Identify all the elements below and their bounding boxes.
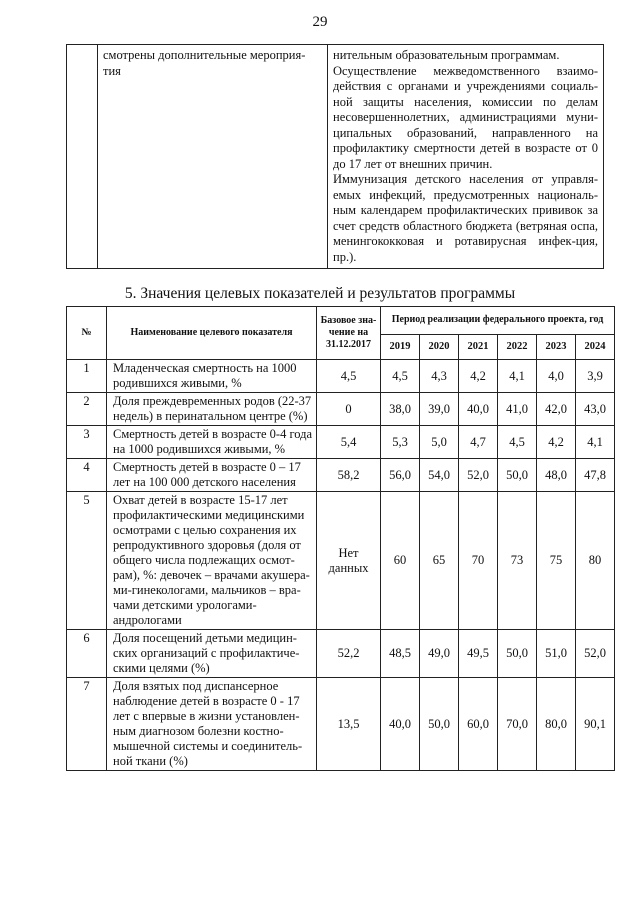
table-row bbox=[67, 678, 615, 771]
header-year: 2021 bbox=[459, 334, 498, 359]
header-year: 2022 bbox=[498, 334, 537, 359]
header-year: 2024 bbox=[576, 334, 615, 359]
row-number: 4 bbox=[67, 459, 107, 492]
year-value: 4,1 bbox=[576, 426, 615, 459]
year-value: 65 bbox=[420, 492, 459, 630]
base-value: 52,2 bbox=[317, 630, 381, 678]
indicator-name: Младенческая смертность на 1000 родившихся живыми, % bbox=[107, 360, 317, 393]
year-value: 40,0 bbox=[381, 678, 420, 771]
year-value: 4,5 bbox=[498, 426, 537, 459]
year-value: 43,0 bbox=[576, 393, 615, 426]
year-value: 49,0 bbox=[420, 630, 459, 678]
row-number: 2 bbox=[67, 393, 107, 426]
header-period: Период реализации федерального проекта, год bbox=[381, 307, 615, 335]
year-value: 80,0 bbox=[537, 678, 576, 771]
year-value: 39,0 bbox=[420, 393, 459, 426]
year-value: 4,1 bbox=[498, 360, 537, 393]
year-value: 40,0 bbox=[459, 393, 498, 426]
table-row bbox=[67, 492, 615, 630]
year-value: 49,5 bbox=[459, 630, 498, 678]
year-value: 70,0 bbox=[498, 678, 537, 771]
table-row bbox=[67, 393, 615, 426]
year-value: 42,0 bbox=[537, 393, 576, 426]
indicator-name: Доля преждевременных родов (22-37 недель) в перинатальном центре (%) bbox=[107, 393, 317, 426]
table-row bbox=[67, 459, 615, 492]
indicator-name: Смертность детей в возрасте 0-4 года на 1000 родившихся живыми, % bbox=[107, 426, 317, 459]
year-value: 50,0 bbox=[420, 678, 459, 771]
year-value: 54,0 bbox=[420, 459, 459, 492]
header-name: Наименование целевого показателя bbox=[107, 307, 317, 360]
year-value: 5,3 bbox=[381, 426, 420, 459]
year-value: 50,0 bbox=[498, 630, 537, 678]
table-row bbox=[67, 426, 615, 459]
paragraph: нительным образовательным программам. bbox=[333, 48, 560, 62]
table-cell-description bbox=[328, 45, 604, 269]
table-cell-measure: смотрены дополнительные мероприя-тия bbox=[98, 45, 328, 269]
year-value: 51,0 bbox=[537, 630, 576, 678]
table-row bbox=[67, 360, 615, 393]
paragraph: Осуществление межведомственного взаимо-действия с органами и учреждениями социаль-ной защиты населения, комиссии по делам несовершеннолетних, администрациями муни-ципальных образований, направленного на профилактику смертности детей в возрасте от 0 до 17 лет от внешних причин. bbox=[333, 63, 598, 171]
base-value: Нет данных bbox=[317, 492, 381, 630]
year-value: 41,0 bbox=[498, 393, 537, 426]
year-value: 4,2 bbox=[537, 426, 576, 459]
row-number: 7 bbox=[67, 678, 107, 771]
table-row bbox=[67, 630, 615, 678]
continuation-table bbox=[66, 44, 604, 269]
base-value: 13,5 bbox=[317, 678, 381, 771]
row-number: 6 bbox=[67, 630, 107, 678]
header-row bbox=[67, 307, 615, 335]
year-value: 48,5 bbox=[381, 630, 420, 678]
year-value: 4,5 bbox=[381, 360, 420, 393]
header-year: 2019 bbox=[381, 334, 420, 359]
table-cell-num bbox=[67, 45, 98, 269]
indicator-name: Охват детей в возрасте 15-17 лет профилактическими медицинскими осмотрами с целью сохранения их репродуктивного здоровья (доля от общего числа подлежащих осмот-рам), %: девочек – врачами акушера-ми-гинекологами, мальчиков – вра-чами детскими урологами-андрологами bbox=[107, 492, 317, 630]
indicator-name: Доля взятых под диспансерное наблюдение детей в возрасте 0 - 17 лет с впервые в жизни установлен-ным диагнозом болезни костно-мышечной системы и соединитель-ной ткани (%) bbox=[107, 678, 317, 771]
year-value: 4,7 bbox=[459, 426, 498, 459]
year-value: 50,0 bbox=[498, 459, 537, 492]
indicator-name: Смертность детей в возрасте 0 – 17 лет на 100 000 детского населения bbox=[107, 459, 317, 492]
section-title: 5. Значения целевых показателей и результатов программы bbox=[124, 285, 516, 302]
page-number: 29 bbox=[312, 14, 328, 30]
year-value: 47,8 bbox=[576, 459, 615, 492]
year-value: 5,0 bbox=[420, 426, 459, 459]
year-value: 60 bbox=[381, 492, 420, 630]
base-value: 58,2 bbox=[317, 459, 381, 492]
base-value: 5,4 bbox=[317, 426, 381, 459]
year-value: 4,2 bbox=[459, 360, 498, 393]
year-value: 52,0 bbox=[459, 459, 498, 492]
year-value: 52,0 bbox=[576, 630, 615, 678]
year-value: 73 bbox=[498, 492, 537, 630]
header-base: Базовое зна-чение на 31.12.2017 bbox=[317, 307, 381, 360]
year-value: 60,0 bbox=[459, 678, 498, 771]
year-value: 90,1 bbox=[576, 678, 615, 771]
indicators-table bbox=[66, 306, 615, 771]
year-value: 38,0 bbox=[381, 393, 420, 426]
row-number: 1 bbox=[67, 360, 107, 393]
year-value: 4,0 bbox=[537, 360, 576, 393]
base-value: 0 bbox=[317, 393, 381, 426]
header-year: 2020 bbox=[420, 334, 459, 359]
header-num: № bbox=[67, 307, 107, 360]
indicator-name: Доля посещений детьми медицин-ских организаций с профилактиче-скими целями (%) bbox=[107, 630, 317, 678]
table-row bbox=[67, 45, 604, 269]
year-value: 80 bbox=[576, 492, 615, 630]
year-value: 56,0 bbox=[381, 459, 420, 492]
year-value: 48,0 bbox=[537, 459, 576, 492]
year-value: 70 bbox=[459, 492, 498, 630]
row-number: 5 bbox=[67, 492, 107, 630]
row-number: 3 bbox=[67, 426, 107, 459]
paragraph: Иммунизация детского населения от управля-емых инфекций, предусмотренных националь-ным календарем профилактических прививок за счет средств областного бюджета (ветряная оспа, менингококковая и ротавирусная инфек-ция, пр.). bbox=[333, 172, 598, 264]
base-value: 4,5 bbox=[317, 360, 381, 393]
year-value: 75 bbox=[537, 492, 576, 630]
year-value: 4,3 bbox=[420, 360, 459, 393]
year-value: 3,9 bbox=[576, 360, 615, 393]
header-year: 2023 bbox=[537, 334, 576, 359]
